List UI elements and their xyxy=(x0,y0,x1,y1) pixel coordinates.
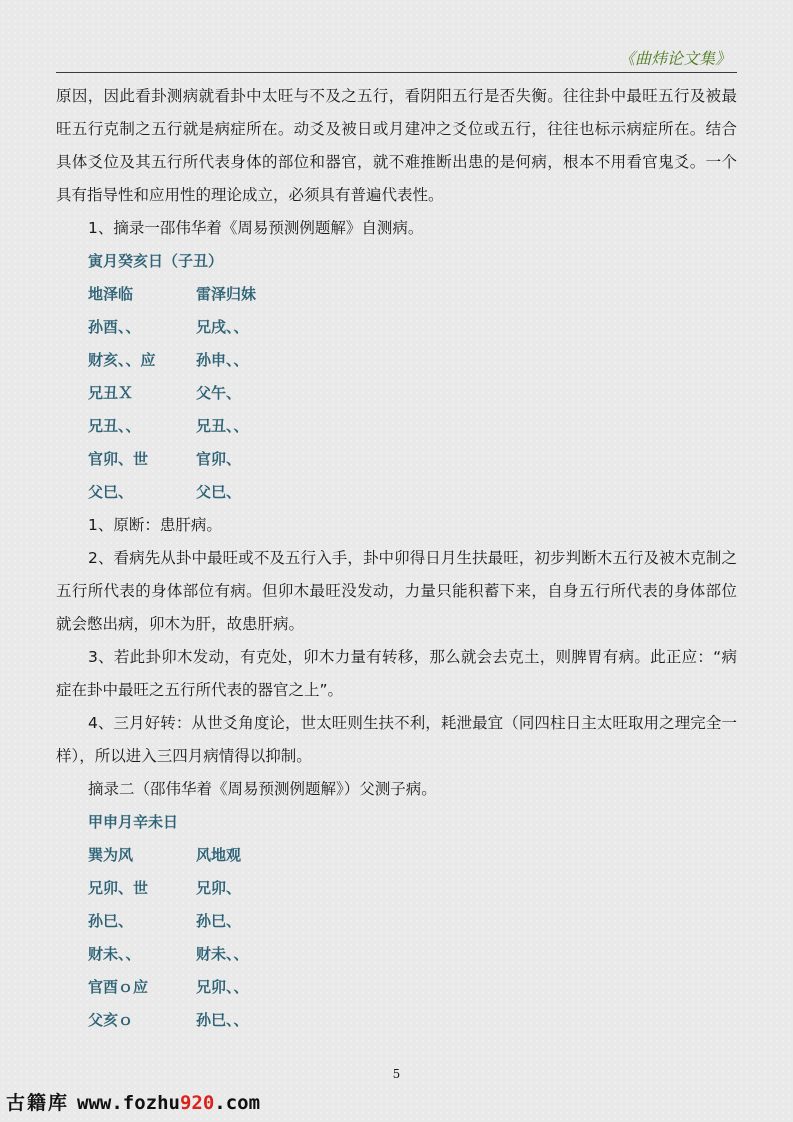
case1-line-main: 官卯、世 xyxy=(88,450,149,468)
case1-line-changed: 兄丑、、 xyxy=(196,417,249,435)
case1-line-row xyxy=(56,311,737,344)
page-number: 5 xyxy=(392,1067,401,1081)
running-header-title: 《曲炜论文集》 xyxy=(618,49,731,68)
case1-line-row xyxy=(56,344,737,377)
case1-date: 寅月癸亥日（子丑） xyxy=(88,252,224,270)
site-url-suffix: .com xyxy=(214,1092,261,1114)
case2-line-main: 财未、、 xyxy=(88,945,141,963)
case2-line-changed: 孙巳、 xyxy=(196,912,242,930)
case1-line-row xyxy=(56,377,737,410)
case1-line-changed: 父午、 xyxy=(196,384,242,402)
case1-heading: 1、摘录一邵伟华着《周易预测例题解》自测病。 xyxy=(88,219,424,237)
case1-line-row xyxy=(56,410,737,443)
case1-hexagram-changed: 雷泽归妹 xyxy=(196,285,257,303)
site-url-number: 920 xyxy=(179,1092,215,1114)
case2-line-changed: 兄卯、 xyxy=(196,879,242,897)
case2-line-main: 父亥ｏ xyxy=(88,1011,134,1029)
header-divider xyxy=(56,72,737,73)
site-watermark[interactable] xyxy=(6,1088,260,1115)
site-name: 古籍库 xyxy=(6,1092,70,1114)
case1-line-changed: 孙申、、 xyxy=(196,351,249,369)
case2-heading: 摘录二（邵伟华着《周易预测例题解》）父测子病。 xyxy=(88,780,437,798)
case2-hexagram-names xyxy=(56,839,737,872)
case2-date: 甲申月辛未日 xyxy=(88,813,179,831)
case2-hexagram-main: 巽为风 xyxy=(88,846,134,864)
case1-line-main: 父巳、 xyxy=(88,483,134,501)
case2-line-row xyxy=(56,905,737,938)
case1-line-changed: 官卯、 xyxy=(196,450,242,468)
case2-line-changed: 兄卯、、 xyxy=(196,978,249,996)
case1-line-main: 兄丑、、 xyxy=(88,417,141,435)
case1-hexagram-names xyxy=(56,278,737,311)
case2-line-main: 孙巳、 xyxy=(88,912,134,930)
case1-note: 2、看病先从卦中最旺或不及五行入手，卦中卯得日月生扶最旺，初步判断木五行及被木克制之五行所代表的身体部位有病。但卯木最旺没发动，力量只能积蓄下来，自身五行所代表的身体部位就会憋出病，卯木为肝，故患肝病。 xyxy=(56,549,737,633)
case2-line-row xyxy=(56,1004,737,1037)
case1-line-main: 孙酉、、 xyxy=(88,318,141,336)
case2-line-changed: 孙巳、、 xyxy=(196,1011,249,1029)
case2-line-changed: 财未、、 xyxy=(196,945,249,963)
case1-line-row xyxy=(56,476,737,509)
case1-line-row xyxy=(56,443,737,476)
case1-note: 4、三月好转：从世爻角度论，世太旺则生扶不利，耗泄最宜（同四柱日主太旺取用之理完全一样），所以进入三四月病情得以抑制。 xyxy=(56,714,737,765)
site-url-prefix: www.fozhu xyxy=(77,1092,180,1114)
case2-line-row xyxy=(56,872,737,905)
case1-line-changed: 父巳、 xyxy=(196,483,242,501)
case2-hexagram-changed: 风地观 xyxy=(196,846,242,864)
case2-line-row xyxy=(56,938,737,971)
case1-line-main: 兄丑Ｘ xyxy=(88,384,134,402)
case1-note: 1、原断：患肝病。 xyxy=(88,516,222,534)
case2-line-main: 兄卯、世 xyxy=(88,879,149,897)
case1-line-main: 财亥、、应 xyxy=(88,351,156,369)
page-body xyxy=(56,80,737,1037)
case2-line-row xyxy=(56,971,737,1004)
case1-hexagram-main: 地泽临 xyxy=(88,285,134,303)
case2-line-main: 官酉ｏ应 xyxy=(88,978,149,996)
case1-note: 3、若此卦卯木发动，有克处，卯木力量有转移，那么就会去克土，则脾胃有病。此正应：“病症在卦中最旺之五行所代表的器官之上”。 xyxy=(56,648,737,699)
case1-line-changed: 兄戌、、 xyxy=(196,318,249,336)
intro-paragraph: 原因，因此看卦测病就看卦中太旺与不及之五行，看阴阳五行是否失衡。往往卦中最旺五行及被最旺五行克制之五行就是病症所在。动爻及被日或月建冲之爻位或五行，往往也标示病症所在。结合具体爻位及其五行所代表身体的部位和器官，就不难推断出患的是何病，根本不用看官鬼爻。一个具有指导性和应用性的理论成立，必须具有普遍代表性。 xyxy=(56,87,737,204)
